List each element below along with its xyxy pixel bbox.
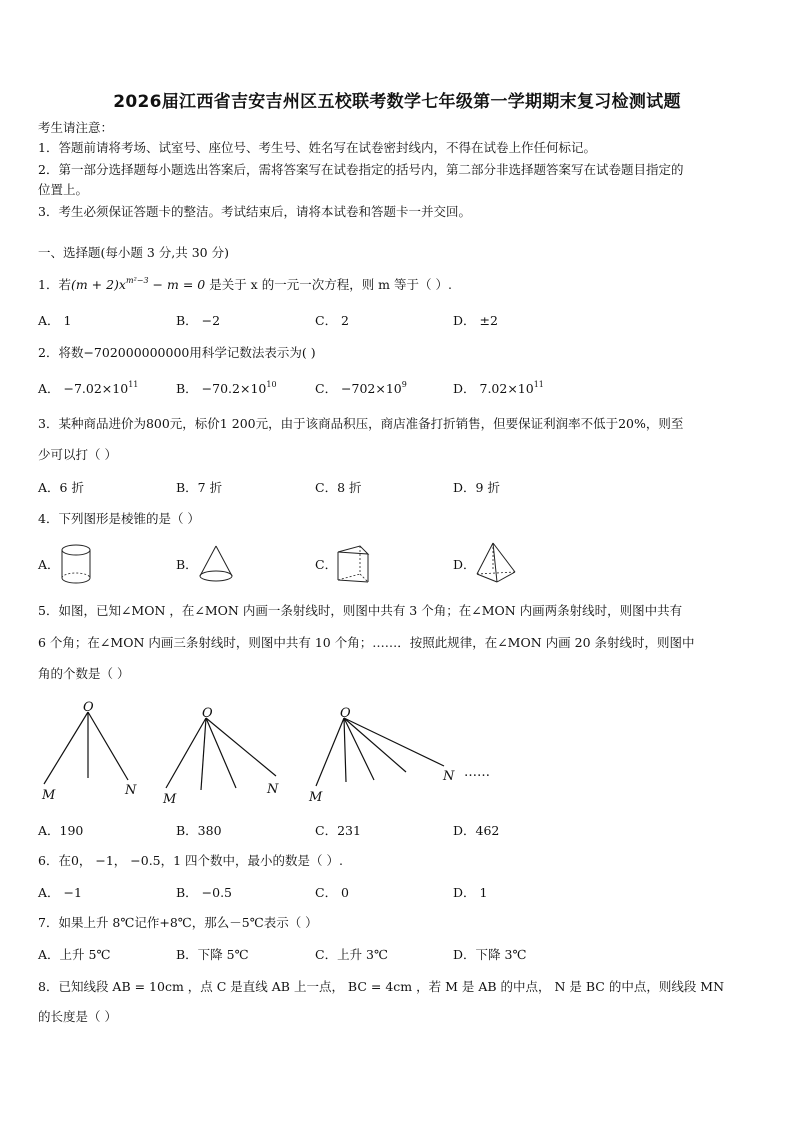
ray-label-n: N	[267, 782, 279, 797]
option-a: A．190	[38, 823, 84, 838]
ray-label-n: N	[125, 783, 137, 798]
option-c: C．231	[315, 823, 361, 838]
math-expression-tail: − m = 0	[148, 277, 206, 292]
question-number: 1．若	[38, 277, 71, 292]
option-c: C． 2	[315, 313, 349, 328]
option-a: A．	[38, 557, 60, 572]
option-b: B． $-70.2\times 10^{10}$	[176, 380, 277, 396]
question-8: 8．已知线段 AB = 10cm ，点 C 是直线 AB 上一点， BC = 4cm ，若 M 是 AB 的中点， N 是 BC 的中点，则线段 MN	[38, 979, 725, 994]
question-5-cont-2: 角的个数是（ ）	[38, 666, 130, 681]
ellipsis-label: ……	[464, 765, 490, 780]
option-d: D．	[453, 557, 476, 572]
question-7: 7．如果上升 8℃记作+8℃，那么－5℃表示（ ）	[38, 915, 318, 930]
option-c: C． 0	[315, 885, 349, 900]
option-a: A． 1	[38, 313, 72, 328]
option-d: D．462	[453, 823, 500, 838]
option-d: D． $7.02\times 10^{11}$	[453, 380, 544, 396]
option-c: C．上升 3℃	[315, 947, 388, 962]
option-d: D．下降 3℃	[453, 947, 527, 962]
notice-item-2: 2．第一部分选择题每小题选出答案后，需将答案写在试卷指定的括号内，第二部分非选择题答案写在试卷题目指定的	[38, 162, 684, 177]
vertex-label: O	[83, 700, 94, 715]
option-c: C．8 折	[315, 480, 362, 495]
option-c: C．	[315, 557, 338, 572]
option-c: C． $-702\times 10^9$	[315, 380, 407, 396]
option-a: A．上升 5℃	[38, 947, 111, 962]
question-8-cont: 的长度是（ ）	[38, 1009, 117, 1024]
option-b: B．	[176, 557, 198, 572]
option-b: B． −2	[176, 313, 221, 328]
ray-label-n: N	[443, 769, 455, 784]
option-a: A． $-7.02\times 10^{11}$	[38, 380, 139, 396]
question-5-cont: 6 个角；在∠MON 内画三条射线时，则图中共有 10 个角；……．按照此规律，在∠MON 内画 20 条射线时，则图中	[38, 635, 695, 650]
question-text: 是关于 x 的一元一次方程，则 m 等于（ ）.	[205, 277, 452, 292]
notice-item-1: 1．答题前请将考场、试室号、座位号、考生号、姓名写在试卷密封线内，不得在试卷上作任何标记。	[38, 140, 596, 155]
cylinder-icon	[58, 543, 94, 587]
question-3-cont: 少可以打（ ）	[38, 447, 117, 462]
question-2: 2．将数−702000000000用科学记数法表示为( )	[38, 345, 316, 360]
ray-label-m: M	[163, 792, 177, 807]
notice-item-3: 3．考生必须保证答题卡的整洁。考试结束后，请将本试卷和答题卡一并交回。	[38, 204, 471, 219]
option-b: B．380	[176, 823, 222, 838]
cone-icon	[196, 544, 236, 586]
option-d: D．9 折	[453, 480, 500, 495]
pyramid-icon	[473, 540, 519, 586]
option-b: B．下降 5℃	[176, 947, 249, 962]
page-title: 2026届江西省吉安吉州区五校联考数学七年级第一学期期末复习检测试题	[113, 92, 681, 112]
angle-rays-figure	[36, 696, 526, 808]
question-5: 5．如图，已知∠MON ，在∠MON 内画一条射线时，则图中共有 3 个角；在∠MON 内画两条射线时，则图中共有	[38, 603, 683, 618]
question-4: 4．下列图形是棱锥的是（ ）	[38, 511, 200, 526]
ray-label-m: M	[309, 790, 323, 805]
question-6: 6．在0， −1， −0.5，1 四个数中，最小的数是（ ）.	[38, 853, 344, 868]
option-a: A．6 折	[38, 480, 84, 495]
math-exponent: m²−3	[125, 276, 149, 285]
option-d: D． ±2	[453, 313, 498, 328]
option-b: B．7 折	[176, 480, 223, 495]
notice-item-2-cont: 位置上。	[38, 182, 89, 197]
section-heading: 一、选择题(每小题 3 分,共 30 分)	[38, 245, 229, 260]
option-a: A． −1	[38, 885, 82, 900]
notice-heading: 考生请注意：	[38, 120, 114, 135]
ray-label-m: M	[42, 788, 56, 803]
math-expression: (m + 2)x	[70, 277, 126, 292]
option-b: B． −0.5	[176, 885, 233, 900]
question-1	[38, 277, 758, 293]
question-3: 3．某种商品进价为800元，标价1 200元，由于该商品积压，商店准备打折销售，但要保证利润率不低于20%，则至	[38, 416, 684, 431]
vertex-label: O	[340, 706, 351, 721]
option-d: D． 1	[453, 885, 488, 900]
prism-icon	[334, 542, 374, 588]
vertex-label: O	[202, 706, 213, 721]
